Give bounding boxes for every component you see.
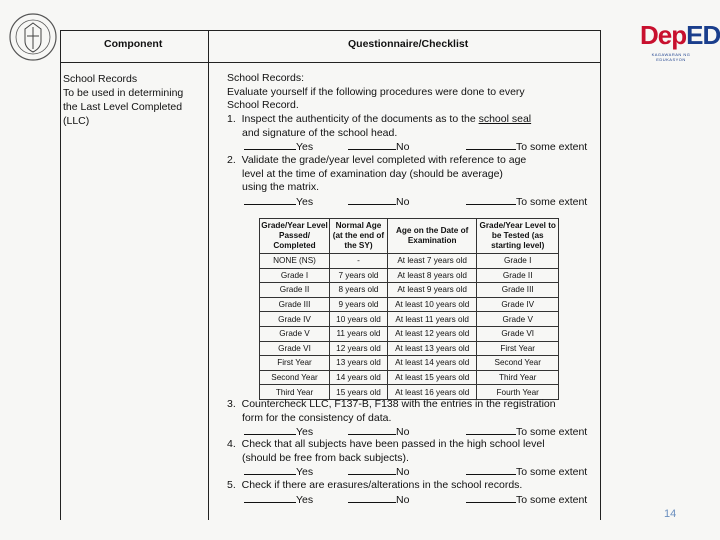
item-1: 1. Inspect the authenticity of the documents as to the school seal and signature of the school head. (227, 113, 532, 139)
page-number: 14 (664, 508, 677, 520)
table-row: Grade I 7 years old At least 8 years old Grade II (260, 268, 559, 283)
grade-age-matrix (259, 218, 559, 400)
table-row: First Year 13 years old At least 14 years old Second Year (260, 356, 559, 371)
component-header: Component (104, 38, 163, 50)
table-header-row: Grade/Year Level Passed/ Completed Normal Age (at the end of the SY) Age on the Date of Examination Grade/Year Level to be Tested (as starting level) (260, 219, 559, 254)
table-row: NONE (NS) - At least 7 years old Grade I (260, 254, 559, 269)
item-4-options: Yes No To some extent (244, 465, 587, 480)
table-row: Grade V 11 years old At least 12 years old Grade VI (260, 326, 559, 341)
table-row: Grade VI 12 years old At least 13 years old First Year (260, 341, 559, 356)
intro-text: School Records: Evaluate yourself if the following procedures were done to every School Record. (227, 72, 525, 112)
item-5: 5. Check if there are erasures/alterations in the school records. (227, 479, 523, 491)
questionnaire-header: Questionnaire/Checklist (348, 38, 469, 50)
right-border (600, 30, 601, 520)
school-seal-logo (8, 12, 58, 62)
item-4: 4. Check that all subjects have been passed in the high school level (should be free from back subjects). (227, 438, 545, 464)
component-description: School Records To be used in determining the Last Level Completed (LLC) (63, 73, 184, 127)
table-row: Grade III 9 years old At least 10 years old Grade IV (260, 297, 559, 312)
table-row: Third Year 15 years old At least 16 years old Fourth Year (260, 385, 559, 400)
deped-logo: DepED KAGAWARAN NG EDUKASYON (640, 20, 720, 62)
item-2-options: Yes No To some extent (244, 195, 587, 210)
item-2: 2. Validate the grade/year level completed with reference to age level at the time of examination day (should be average) using the matrix. (227, 154, 527, 194)
item-3: 3. Countercheck LLC, F137-B, F138 with the entries in the registration form for the consistency of data. (227, 398, 556, 424)
item-5-options: Yes No To some extent (244, 493, 587, 508)
item-3-options: Yes No To some extent (244, 425, 587, 440)
top-border (60, 30, 601, 31)
item-1-options: Yes No To some extent (244, 140, 587, 155)
left-border (60, 30, 61, 520)
table-row: Grade IV 10 years old At least 11 years old Grade V (260, 312, 559, 327)
table-row: Grade II 8 years old At least 9 years old Grade III (260, 283, 559, 298)
header-divider (60, 62, 601, 63)
table-row: Second Year 14 years old At least 15 years old Third Year (260, 370, 559, 385)
